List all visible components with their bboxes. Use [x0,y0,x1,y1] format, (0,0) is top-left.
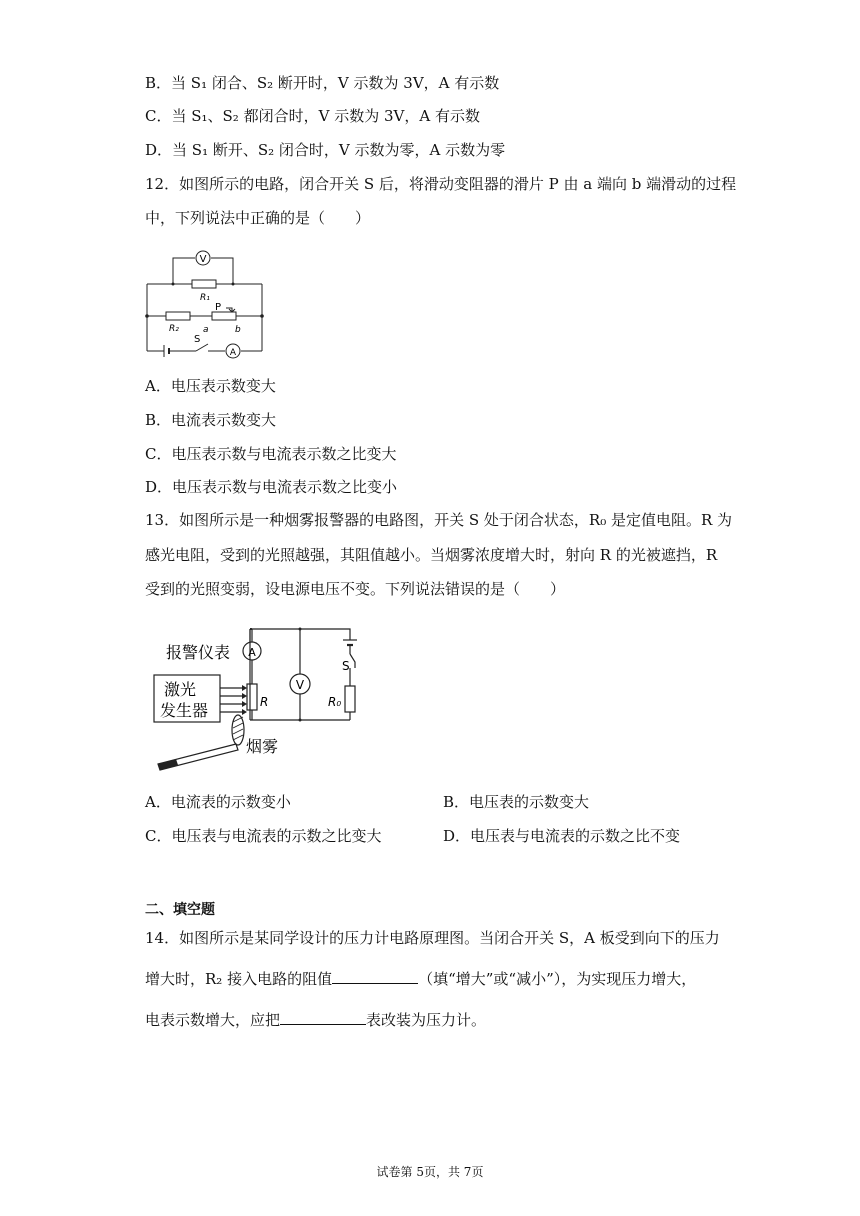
q12-label-p: P [215,302,222,313]
q12-r1-resistor [192,280,216,288]
q12-option-d: D．电压表示数与电流表示数之比变小 [145,478,398,496]
q12-option-a: A．电压表示数变大 [145,377,276,395]
q11-option-c: C．当 S₁、S₂ 都闭合时，V 示数为 3V，A 有示数 [145,107,480,125]
q13-label-laser1: 激光 [164,680,197,699]
q13-label-s: S [342,659,350,673]
q12-option-b: B．电流表示数变大 [145,411,277,429]
q12-circuit-diagram [140,238,270,360]
q12-stem-line2: 中，下列说法中正确的是（ ） [145,209,371,227]
q13-option-c: C．电压表与电流表的示数之比变大 [145,827,382,845]
q13-option-b: B．电压表的示数变大 [443,793,590,811]
q11-option-b: B．当 S₁ 闭合、S₂ 断开时，V 示数为 3V，A 有示数 [145,74,500,92]
q14-blank-1[interactable] [332,969,418,984]
q13-label-v: V [295,678,305,692]
q13-circuit-final [148,622,380,772]
q14-line3-part2: 表改装为压力计。 [366,1011,487,1029]
q14-line2-part2: （填“增大”或“减小”），为实现压力增大， [418,970,697,988]
q12-rheostat [212,312,236,320]
q13-label-laser2: 发生器 [160,701,209,720]
q13-label-a: A [248,646,256,659]
q13-label-smoke: 烟雾 [246,737,279,756]
q14-line1: 14．如图所示是某同学设计的压力计电路原理图。当闭合开关 S，A 板受到向下的压力 [145,929,720,947]
q12-label-r1: R₁ [200,293,210,303]
q14-line3 [145,1010,486,1030]
q12-stem-line1: 12．如图所示的电路，闭合开关 S 后，将滑动变阻器的滑片 P 由 a 端向 b 端滑动的过程 [145,175,737,193]
q13-stem-line1: 13．如图所示是一种烟雾报警器的电路图，开关 S 处于闭合状态，R₀ 是定值电阻。R 为 [145,511,733,529]
q13-label-r: R [260,695,269,709]
q13-cigarette-icon [158,744,238,770]
q13-option-d: D．电压表与电流表的示数之比不变 [443,827,681,845]
q12-label-ammeter: A [229,348,237,358]
q12-label-s: S [194,334,201,345]
section-title-fill-in: 二、填空题 [145,902,215,918]
q14-line3-part1: 电表示数增大，应把 [145,1011,281,1029]
q14-line2 [145,969,696,989]
q13-light-sensitive-resistor [247,684,257,710]
q13-stem-line3: 受到的光照变弱，设电源电压不变。下列说法错误的是（ ） [145,580,566,598]
q14-line2-part1: 增大时，R₂ 接入电路的阻值 [145,970,333,988]
q12-r2-resistor [166,312,190,320]
q12-label-a: a [203,325,209,335]
q12-label-r2: R₂ [169,324,179,334]
page-footer: 试卷第 5页，共 7页 [376,1165,484,1179]
q11-option-d: D．当 S₁ 断开、S₂ 闭合时，V 示数为零，A 示数为零 [145,141,506,159]
q13-label-meter: 报警仪表 [166,643,231,662]
q12-label-v: V [199,254,207,265]
q13-label-r0: R₀ [328,695,342,709]
q14-blank-2[interactable] [280,1010,366,1025]
q12-option-c: C．电压表示数与电流表示数之比变大 [145,445,397,463]
q12-switch [196,344,208,351]
q13-stem-line2: 感光电阻，受到的光照越强，其阻值越小。当烟雾浓度增大时，射向 R 的光被遮挡，R [145,546,718,564]
q12-label-b: b [235,325,241,335]
q13-option-a: A．电流表的示数变小 [145,793,291,811]
